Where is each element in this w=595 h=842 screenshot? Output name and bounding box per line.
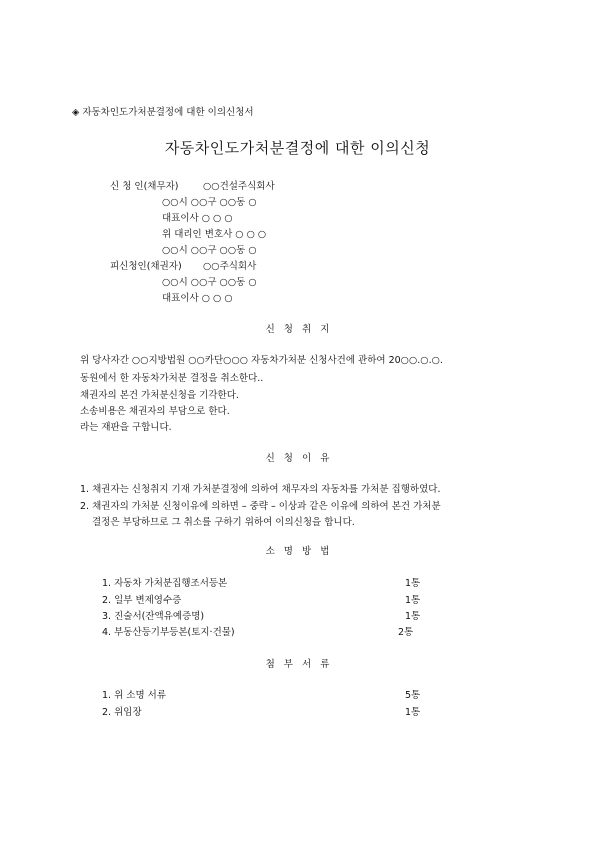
reasons-heading: 신 청 이 유	[265, 453, 330, 464]
document-title: 자동차인도가처분결정에 대한 이의신청	[164, 139, 431, 157]
purpose-heading: 신 청 취 지	[265, 324, 330, 335]
respondent-name: ○○주식회사	[203, 261, 257, 272]
attachment-item-label: 2. 위임장	[102, 707, 142, 718]
applicant-attorney: 위 대리인 변호사 ○ ○ ○	[162, 229, 267, 240]
purpose-line: 위 당사자간 ○○지방법원 ○○카단○○○ 자동차가처분 신청사건에 관하여 20○○.○.○.	[80, 355, 443, 366]
applicant-role: 신 청 인(채무자)	[110, 181, 179, 192]
purpose-line: 동원에서 한 자동차가처분 결정을 취소한다..	[80, 373, 264, 384]
attachment-item-qty: 5통	[405, 690, 421, 701]
evidence-heading: 소 명 방 법	[265, 546, 330, 557]
purpose-line: 소송비용은 채권자의 부담으로 한다.	[80, 406, 230, 417]
evidence-item-qty: 1통	[405, 578, 421, 589]
applicant-name: ○○건설주식회사	[203, 181, 275, 192]
evidence-item-qty: 1통	[405, 595, 421, 606]
evidence-item-qty: 1통	[405, 611, 421, 622]
attachment-item-qty: 1통	[405, 707, 421, 718]
purpose-line: 채권자의 본건 가처분신청을 기각한다.	[80, 390, 239, 401]
evidence-item-label: 3. 진술서(잔액유예증명)	[102, 611, 205, 622]
evidence-item-label: 4. 부동산등기부등본(토지‧건물)	[102, 627, 235, 638]
document-header: ◈ 자동차인도가처분결정에 대한 이의신청서	[72, 107, 254, 118]
respondent-representative: 대표이사 ○ ○ ○	[162, 293, 233, 304]
attachment-item-label: 1. 위 소명 서류	[102, 690, 167, 701]
attachments-heading: 첨 부 서 류	[265, 659, 330, 670]
applicant-address: ○○시 ○○구 ○○동 ○	[162, 197, 257, 208]
purpose-line: 라는 재판을 구합니다.	[80, 422, 172, 433]
reason-item-2-continued: 결정은 부당하므로 그 취소를 구하기 위하여 이의신청을 합니다.	[92, 517, 355, 528]
respondent-role: 피신청인(채권자)	[110, 261, 182, 272]
reason-item-1: 1. 채권자는 신청취지 기재 가처분결정에 의하여 채무자의 자동차를 가처분 집행하였다.	[80, 484, 441, 495]
reason-item-2: 2. 채권자의 가처분 신청이유에 의하면 – 중략 – 이상과 같은 이유에 의하여 본건 가처분	[80, 501, 441, 512]
evidence-item-qty: 2통	[398, 627, 414, 638]
evidence-item-label: 1. 자동차 가처분집행조서등본	[102, 578, 228, 589]
applicant-attorney-address: ○○시 ○○구 ○○동 ○	[162, 245, 257, 256]
evidence-item-label: 2. 일부 변제영수증	[102, 595, 182, 606]
respondent-address: ○○시 ○○구 ○○동 ○	[162, 277, 257, 288]
applicant-representative: 대표이사 ○ ○ ○	[162, 213, 233, 224]
